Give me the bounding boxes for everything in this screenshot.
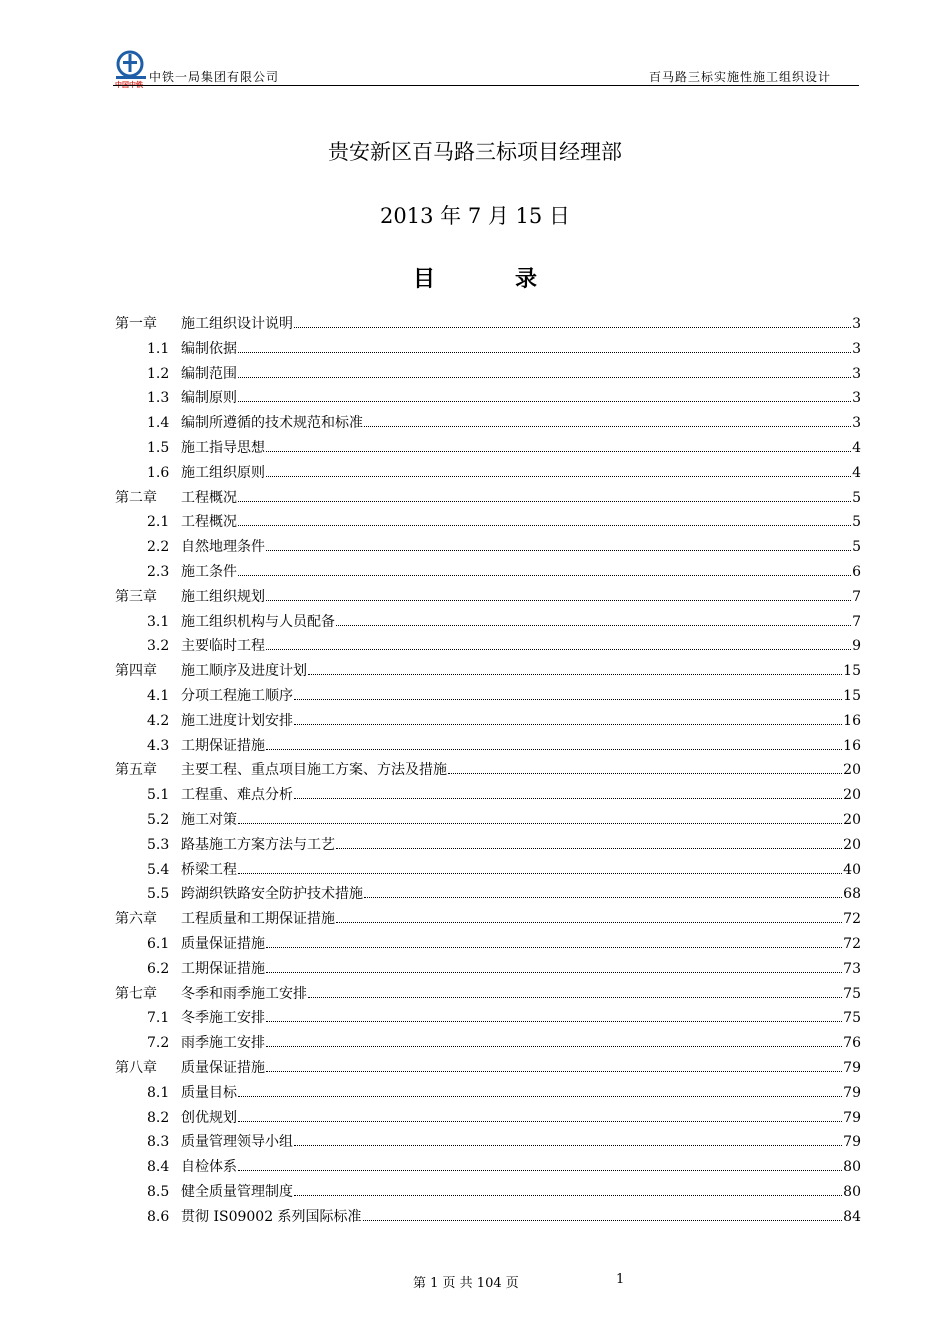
toc-entry-number: 3.1 (147, 613, 170, 630)
toc-dot-leader (294, 1145, 842, 1146)
toc-dot-leader (238, 1121, 842, 1122)
document-date: 2013 年 7 月 15 日 (380, 204, 570, 228)
toc-dot-leader (294, 1195, 842, 1196)
toc-entry-title: 自检体系 (181, 1159, 237, 1176)
toc-entry-page: 80 (843, 1159, 861, 1176)
toc-entry-title: 主要工程、重点项目施工方案、方法及措施 (181, 762, 447, 779)
toc-dot-leader (294, 798, 842, 799)
toc-entry-number: 1.1 (147, 340, 170, 357)
toc-entry-page: 16 (843, 712, 861, 729)
toc-entry-title: 工程概况 (181, 514, 237, 531)
toc-entry-number: 7.1 (147, 1010, 170, 1027)
toc-dot-leader (308, 997, 842, 998)
toc-dot-leader (266, 1046, 842, 1047)
toc-entry-number: 7.2 (147, 1035, 170, 1052)
toc-section-entry[interactable] (115, 462, 861, 487)
toc-dot-leader (266, 1021, 842, 1022)
toc-entry-page: 72 (843, 911, 861, 928)
toc-entry-number: 5.5 (147, 886, 170, 903)
toc-entry-page: 15 (843, 687, 861, 704)
toc-entry-title: 工期保证措施 (181, 737, 265, 754)
toc-entry-page: 5 (852, 514, 861, 531)
toc-entry-page: 3 (852, 365, 861, 382)
toc-section-entry[interactable] (115, 437, 861, 462)
toc-section-entry[interactable] (115, 685, 861, 710)
toc-entry-title: 编制范围 (181, 365, 237, 382)
toc-entry-title: 桥梁工程 (181, 861, 237, 878)
toc-entry-page: 84 (843, 1208, 861, 1225)
company-name: 中铁一局集团有限公司 (149, 70, 280, 84)
toc-section-entry[interactable] (115, 1007, 861, 1032)
toc-entry-title: 创优规划 (181, 1109, 237, 1126)
logo-caption: 中国中铁 (115, 81, 143, 88)
toc-entry-title: 编制依据 (181, 340, 237, 357)
toc-entry-number: 1.5 (147, 439, 170, 456)
toc-chapter-entry[interactable] (115, 586, 861, 611)
toc-entry-page: 40 (843, 861, 861, 878)
toc-section-entry[interactable] (115, 859, 861, 884)
toc-entry-page: 72 (843, 935, 861, 952)
toc-entry-title: 健全质量管理制度 (181, 1183, 293, 1200)
toc-section-entry[interactable] (115, 958, 861, 983)
toc-entry-title: 施工组织机构与人员配备 (181, 613, 335, 630)
toc-entry-page: 79 (843, 1084, 861, 1101)
toc-entry-number: 第四章 (115, 663, 157, 680)
toc-entry-page: 76 (843, 1035, 861, 1052)
toc-entry-title: 施工组织规划 (181, 588, 265, 605)
toc-entry-title: 施工进度计划安排 (181, 712, 293, 729)
toc-section-entry[interactable] (115, 611, 861, 636)
toc-dot-leader (308, 674, 842, 675)
toc-entry-number: 第八章 (115, 1059, 157, 1076)
toc-entry-page: 15 (843, 663, 861, 680)
toc-dot-leader (266, 749, 842, 750)
toc-entry-title: 工期保证措施 (181, 960, 265, 977)
toc-section-entry[interactable] (115, 710, 861, 735)
toc-section-entry[interactable] (115, 387, 861, 412)
toc-dot-leader (294, 724, 842, 725)
toc-entry-title: 工程概况 (181, 489, 237, 506)
toc-entry-page: 68 (843, 886, 861, 903)
toc-entry-title: 质量管理领导小组 (181, 1134, 293, 1151)
toc-entry-page: 6 (852, 563, 861, 580)
toc-dot-leader (238, 501, 851, 502)
toc-dot-leader (238, 575, 851, 576)
toc-dot-leader (364, 426, 851, 427)
toc-entry-number: 8.2 (147, 1109, 170, 1126)
toc-chapter-entry[interactable] (115, 759, 861, 784)
toc-entry-title: 编制原则 (181, 390, 237, 407)
toc-chapter-entry[interactable] (115, 313, 861, 338)
header-rule (113, 85, 859, 86)
toc-dot-leader (294, 327, 851, 328)
toc-dot-leader (336, 625, 851, 626)
toc-entry-page: 3 (852, 316, 861, 332)
toc-entry-page: 5 (852, 489, 861, 506)
toc-section-entry[interactable] (115, 809, 861, 834)
toc-heading-left: 目 (412, 267, 435, 292)
toc-entry-page: 3 (852, 390, 861, 407)
toc-dot-leader (448, 773, 842, 774)
toc-entry-number: 5.1 (147, 787, 170, 804)
toc-entry-page: 7 (852, 613, 861, 630)
toc-section-entry[interactable] (115, 1082, 861, 1107)
toc-entry-title: 分项工程施工顺序 (181, 687, 293, 704)
toc-section-entry[interactable] (115, 635, 861, 660)
toc-dot-leader (238, 873, 842, 874)
toc-heading-right: 录 (515, 267, 538, 292)
toc-entry-number: 3.2 (147, 638, 170, 655)
toc-entry-page: 75 (843, 985, 861, 1002)
toc-entry-title: 施工顺序及进度计划 (181, 663, 307, 680)
toc-entry-number: 4.1 (147, 687, 170, 704)
toc-entry-title: 施工组织设计说明 (181, 316, 293, 332)
toc-dot-leader (363, 1220, 843, 1221)
toc-entry-title: 编制所遵循的技术规范和标准 (181, 415, 363, 432)
toc-entry-number: 1.3 (147, 390, 170, 407)
toc-entry-page: 5 (852, 539, 861, 556)
toc-entry-page: 73 (843, 960, 861, 977)
toc-section-entry[interactable] (115, 1181, 861, 1206)
toc-entry-title: 施工指导思想 (181, 439, 265, 456)
toc-dot-leader (266, 550, 851, 551)
toc-entry-number: 2.3 (147, 563, 170, 580)
toc-section-entry[interactable] (115, 1107, 861, 1132)
toc-entry-number: 4.2 (147, 712, 170, 729)
toc-dot-leader (336, 922, 842, 923)
toc-section-entry[interactable] (115, 561, 861, 586)
toc-entry-title: 主要临时工程 (181, 638, 265, 655)
toc-dot-leader (294, 699, 842, 700)
toc-entry-page: 75 (843, 1010, 861, 1027)
toc-dot-leader (266, 451, 851, 452)
toc-entry-number: 第七章 (115, 985, 157, 1002)
toc-dot-leader (364, 897, 842, 898)
toc-entry-title: 施工组织原则 (181, 464, 265, 481)
toc-entry-page: 20 (843, 811, 861, 828)
toc-section-entry[interactable] (115, 412, 861, 437)
toc-entry-number: 8.5 (147, 1183, 170, 1200)
toc-entry-page: 20 (843, 836, 861, 853)
toc-dot-leader (238, 1096, 842, 1097)
toc-section-entry[interactable] (115, 363, 861, 388)
toc-dot-leader (266, 476, 851, 477)
toc-entry-number: 第六章 (115, 911, 157, 928)
toc-section-entry[interactable] (115, 511, 861, 536)
toc-section-entry[interactable] (115, 735, 861, 760)
toc-entry-page: 16 (843, 737, 861, 754)
page-header (113, 48, 859, 88)
toc-section-entry[interactable] (115, 834, 861, 859)
toc-heading (0, 262, 950, 293)
company-logo-icon (113, 48, 153, 88)
toc-entry-title: 自然地理条件 (181, 539, 265, 556)
toc-dot-leader (238, 352, 851, 353)
toc-entry-page: 79 (843, 1134, 861, 1151)
toc-section-entry[interactable] (115, 1032, 861, 1057)
toc-entry-page: 9 (852, 638, 861, 655)
footer-page-number: 1 (616, 1272, 625, 1287)
toc-chapter-entry[interactable] (115, 660, 861, 685)
toc-entry-number: 6.1 (147, 935, 170, 952)
toc-dot-leader (266, 947, 842, 948)
toc-dot-leader (266, 1071, 842, 1072)
toc-section-entry[interactable] (115, 1131, 861, 1156)
toc-entry-number: 第五章 (115, 762, 157, 779)
toc-entry-number: 2.1 (147, 514, 170, 531)
toc-entry-title: 跨湖织铁路安全防护技术措施 (181, 886, 363, 903)
toc-entry-title: 路基施工方案方法与工艺 (181, 836, 335, 853)
toc-entry-page: 3 (852, 415, 861, 432)
footer-page-text: 第 1 页 共 104 页 (413, 1276, 519, 1291)
toc-entry-title: 雨季施工安排 (181, 1035, 265, 1052)
toc-entry-page: 3 (852, 340, 861, 357)
toc-entry-number: 4.3 (147, 737, 170, 754)
toc-entry-title: 施工对策 (181, 811, 237, 828)
toc-entry-title: 冬季和雨季施工安排 (181, 985, 307, 1002)
toc-section-entry[interactable] (115, 933, 861, 958)
toc-entry-page: 79 (843, 1059, 861, 1076)
toc-section-entry[interactable] (115, 1156, 861, 1181)
toc-chapter-entry[interactable] (115, 1057, 861, 1082)
toc-dot-leader (238, 377, 851, 378)
toc-entry-number: 8.4 (147, 1159, 170, 1176)
toc-dot-leader (266, 649, 851, 650)
toc-entry-page: 20 (843, 787, 861, 804)
toc-entry-number: 第三章 (115, 588, 157, 605)
toc-section-entry[interactable] (115, 883, 861, 908)
toc-entry-title: 质量保证措施 (181, 935, 265, 952)
toc-chapter-entry[interactable] (115, 983, 861, 1008)
toc-entry-number: 8.1 (147, 1084, 170, 1101)
toc-section-entry[interactable] (115, 784, 861, 809)
table-of-contents (115, 313, 861, 1230)
project-department: 贵安新区百马路三标项目经理部 (328, 140, 622, 164)
toc-chapter-entry[interactable] (115, 487, 861, 512)
toc-chapter-entry[interactable] (115, 908, 861, 933)
toc-entry-title: 质量目标 (181, 1084, 237, 1101)
toc-entry-page: 80 (843, 1183, 861, 1200)
toc-entry-title: 工程重、难点分析 (181, 787, 293, 804)
toc-entry-number: 第一章 (115, 316, 157, 332)
toc-entry-page: 4 (852, 464, 861, 481)
toc-entry-title: 贯彻 IS09002 系列国际标准 (181, 1208, 362, 1225)
toc-dot-leader (336, 848, 842, 849)
toc-section-entry[interactable] (115, 1206, 861, 1231)
toc-entry-number: 1.2 (147, 365, 170, 382)
toc-dot-leader (266, 600, 851, 601)
header-doc-title: 百马路三标实施性施工组织设计 (648, 70, 831, 84)
toc-dot-leader (238, 823, 842, 824)
toc-entry-title: 质量保证措施 (181, 1059, 265, 1076)
toc-entry-title: 工程质量和工期保证措施 (181, 911, 335, 928)
toc-dot-leader (266, 972, 842, 973)
toc-entry-number: 8.3 (147, 1134, 170, 1151)
toc-dot-leader (238, 401, 851, 402)
toc-entry-title: 施工条件 (181, 563, 237, 580)
toc-entry-number: 1.6 (147, 464, 170, 481)
toc-entry-number: 6.2 (147, 960, 170, 977)
toc-entry-page: 20 (843, 762, 861, 779)
toc-section-entry[interactable] (115, 536, 861, 561)
toc-entry-page: 7 (852, 588, 861, 605)
toc-entry-number: 5.3 (147, 836, 170, 853)
toc-entry-title: 冬季施工安排 (181, 1010, 265, 1027)
toc-section-entry[interactable] (115, 338, 861, 363)
toc-dot-leader (238, 1170, 842, 1171)
toc-entry-page: 79 (843, 1109, 861, 1126)
toc-entry-number: 第二章 (115, 489, 157, 506)
toc-entry-number: 8.6 (147, 1208, 170, 1225)
toc-dot-leader (238, 525, 851, 526)
toc-entry-number: 5.2 (147, 811, 170, 828)
toc-entry-number: 2.2 (147, 539, 170, 556)
toc-entry-number: 5.4 (147, 861, 170, 878)
toc-entry-page: 4 (852, 439, 861, 456)
toc-entry-number: 1.4 (147, 415, 170, 432)
